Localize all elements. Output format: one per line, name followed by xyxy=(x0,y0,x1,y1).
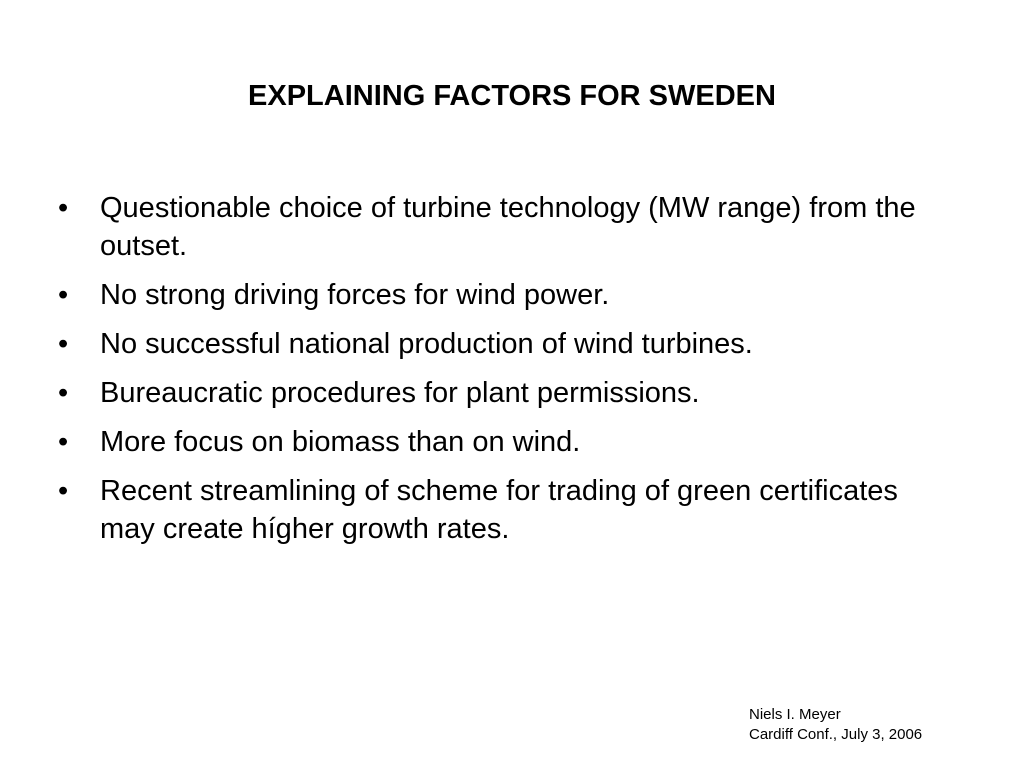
footer-author: Niels I. Meyer xyxy=(749,706,841,723)
bullet-item xyxy=(58,276,958,314)
bullet-text: No strong driving forces for wind power. xyxy=(100,279,610,311)
bullet-item xyxy=(58,189,958,265)
bullet-marker: • xyxy=(58,328,69,360)
bullet-item xyxy=(58,423,958,461)
bullet-text: No successful national production of wind turbines. xyxy=(100,328,753,360)
bullet-text: More focus on biomass than on wind. xyxy=(100,426,581,458)
bullet-list xyxy=(58,189,958,559)
bullet-item xyxy=(58,472,958,548)
slide-footer xyxy=(749,705,1009,745)
bullet-text: Bureaucratic procedures for plant permissions. xyxy=(100,377,700,409)
bullet-marker: • xyxy=(58,426,69,458)
footer-event: Cardiff Conf., July 3, 2006 xyxy=(749,726,923,743)
bullet-text: Recent streamlining of scheme for trading of green certificates may create hígher growth rates. xyxy=(100,475,898,545)
slide-title: EXPLAINING FACTORS FOR SWEDEN xyxy=(248,80,776,112)
bullet-marker: • xyxy=(58,475,69,507)
bullet-marker: • xyxy=(58,377,69,409)
bullet-item xyxy=(58,374,958,412)
bullet-marker: • xyxy=(58,279,69,311)
bullet-marker: • xyxy=(58,192,69,224)
bullet-text: Questionable choice of turbine technology (MW range) from the outset. xyxy=(100,192,916,262)
bullet-item xyxy=(58,325,958,363)
